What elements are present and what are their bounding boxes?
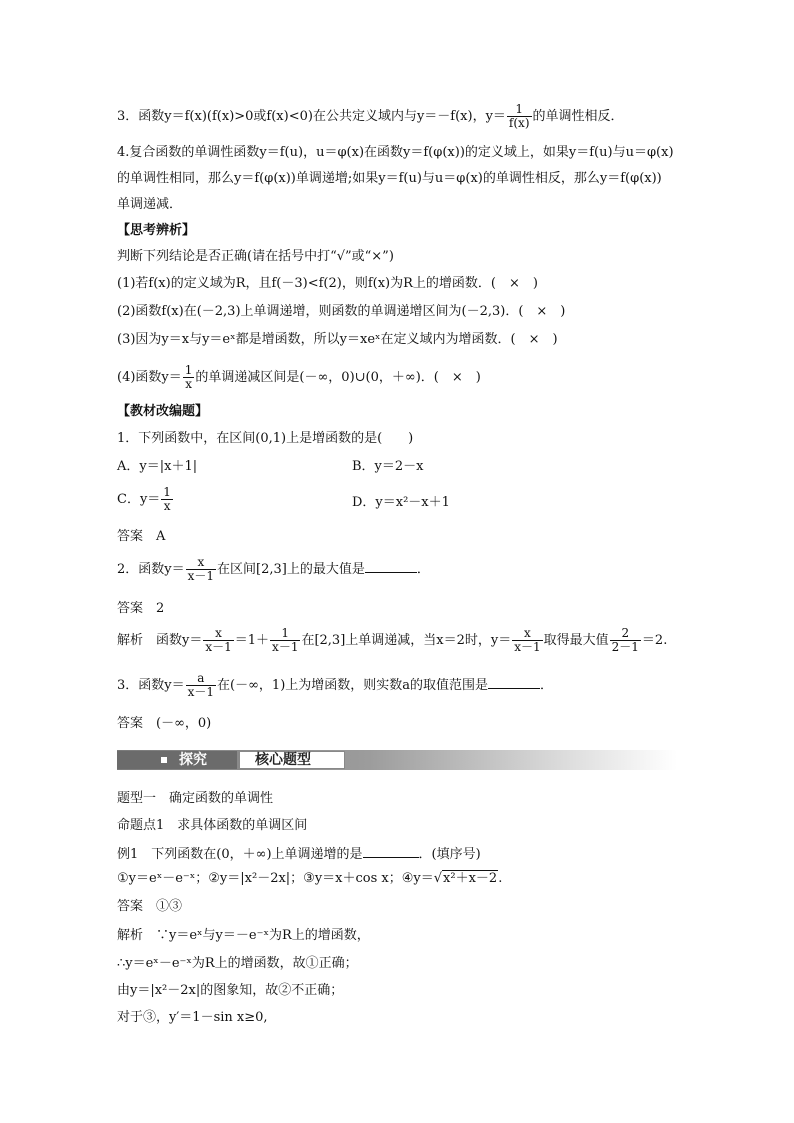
- point-4-line-1: 4.复合函数的单调性函数y＝f(u)，u＝φ(x)在函数y＝f(φ(x))的定义域上，如果y＝f(u)与u＝φ(x): [117, 145, 674, 160]
- answer-blank: [365, 560, 417, 573]
- section-heading-think: 【思考辨析】: [117, 223, 196, 238]
- example-1-answer: 答案 ①③: [117, 899, 183, 914]
- fraction-a-over-x-minus-1: $\frac{a}{x-1}$: [187, 671, 215, 699]
- section-banner: [117, 750, 677, 770]
- point-4-line-2: 的单调性相同，那么y＝f(φ(x))单调递增;如果y＝f(u)与u＝φ(x)的单调性相反，那么y＝f(φ(x)): [117, 171, 662, 186]
- square-root: √x²＋x－2: [433, 871, 498, 886]
- banner-label-explore: 探究: [179, 752, 207, 768]
- proposition-heading: 命题点1 求具体函数的单调区间: [117, 818, 308, 833]
- question-2: 2．函数y＝ $\frac{x}{x-1}$ 在区间[2,3]上的最大值是 ．: [117, 555, 430, 583]
- solution-line-1: 解析 ∵y＝eˣ与y＝－e⁻ˣ为R上的增函数，: [117, 928, 370, 943]
- point-4-line-3: 单调递减．: [117, 197, 183, 212]
- point-3-text: [117, 103, 624, 130]
- fraction-1-over-x: $\frac{1}{x}$: [184, 363, 193, 391]
- answer-blank: [363, 845, 419, 858]
- banner-label-core: 核心题型: [255, 752, 311, 768]
- judgement-item-1: (1)若f(x)的定义域为R，且f(－3)<f(2)，则f(x)为R上的增函数．( × ): [117, 276, 538, 291]
- point-3-part-a: 3．函数y＝f(x)(f(x)>0或f(x)<0)在公共定义域内与y＝－f(x)，y＝: [117, 109, 506, 124]
- explanation-2: 解析 函数y＝ $\frac{x}{x-1}$ ＝1＋ $\frac{1}{x-1}$ 在[2,3]上单调递减，当x＝2时，y＝ $\frac{x}{x-1}$ 取得最大值 $\frac{2}{2-1}$ ＝2.: [117, 626, 668, 654]
- judgement-item-4: (4)函数y＝ $\frac{1}{x}$ 的单调递减区间是(－∞，0)∪(0，＋∞)．( × ): [117, 363, 481, 391]
- type-heading: 题型一 确定函数的单调性: [117, 791, 274, 806]
- answer-blank: [488, 676, 540, 689]
- solution-line-2: ∴y＝eˣ－e⁻ˣ为R上的增函数，故①正确；: [117, 956, 358, 971]
- banner-dark-block: [117, 751, 237, 769]
- answer-3: 答案 (－∞，0): [117, 716, 212, 731]
- example-1-options: ①y＝eˣ－e⁻ˣ；②y＝|x²－2x|；③y＝x＋cos x；④y＝√x²＋x－2.: [117, 871, 503, 886]
- fraction-1-over-x: $\frac{1}{x}$: [163, 485, 171, 513]
- fraction-1-over-fx: $\frac{1}{f(x)}$: [508, 102, 530, 130]
- fraction-x-over-x-minus-1: $\frac{x}{x-1}$: [187, 555, 215, 583]
- fraction-x-over-x-minus-1: $\frac{x}{x-1}$: [514, 626, 541, 654]
- think-question: 判断下列结论是否正确(请在括号中打“√”或“×”): [117, 249, 394, 264]
- example-1: 例1 下列函数在(0，＋∞)上单调递增的是 ．(填序号): [117, 847, 481, 862]
- fraction-x-over-x-minus-1: $\frac{x}{x-1}$: [205, 626, 232, 654]
- option-d: D．y＝x²－x＋1: [352, 495, 450, 510]
- option-a: A．y＝|x＋1|: [117, 459, 198, 474]
- answer-1: 答案 A: [117, 529, 166, 544]
- option-c: C．y＝ $\frac{1}{x}$: [117, 485, 171, 513]
- option-b: B．y＝2－x: [352, 459, 424, 474]
- judgement-item-3: (3)因为y＝x与y＝eˣ都是增函数，所以y＝xeˣ在定义域内为增函数．( × ): [117, 332, 558, 347]
- fraction-1-over-x-minus-1: $\frac{1}{x-1}$: [272, 626, 299, 654]
- solution-line-3: 由y＝|x²－2x|的图象知，故②不正确；: [117, 983, 344, 998]
- question-1: 1．下列函数中，在区间(0,1)上是增函数的是( ): [117, 431, 414, 446]
- solution-line-4: 对于③，y′＝1－sin x≥0,: [117, 1010, 268, 1025]
- square-bullet-icon: [161, 757, 167, 763]
- point-3-part-b: 的单调性相反．: [532, 109, 624, 124]
- question-3: 3．函数y＝ $\frac{a}{x-1}$ 在(－∞，1)上为增函数，则实数a的取值范围是 ．: [117, 671, 554, 699]
- fraction-2-over-2-minus-1: $\frac{2}{2-1}$: [611, 626, 639, 654]
- section-heading-textbook: 【教材改编题】: [117, 404, 209, 419]
- judgement-item-2: (2)函数f(x)在(－2,3)上单调递增，则函数的单调递增区间为(－2,3)．( × ): [117, 304, 566, 319]
- answer-2: 答案 2: [117, 601, 165, 616]
